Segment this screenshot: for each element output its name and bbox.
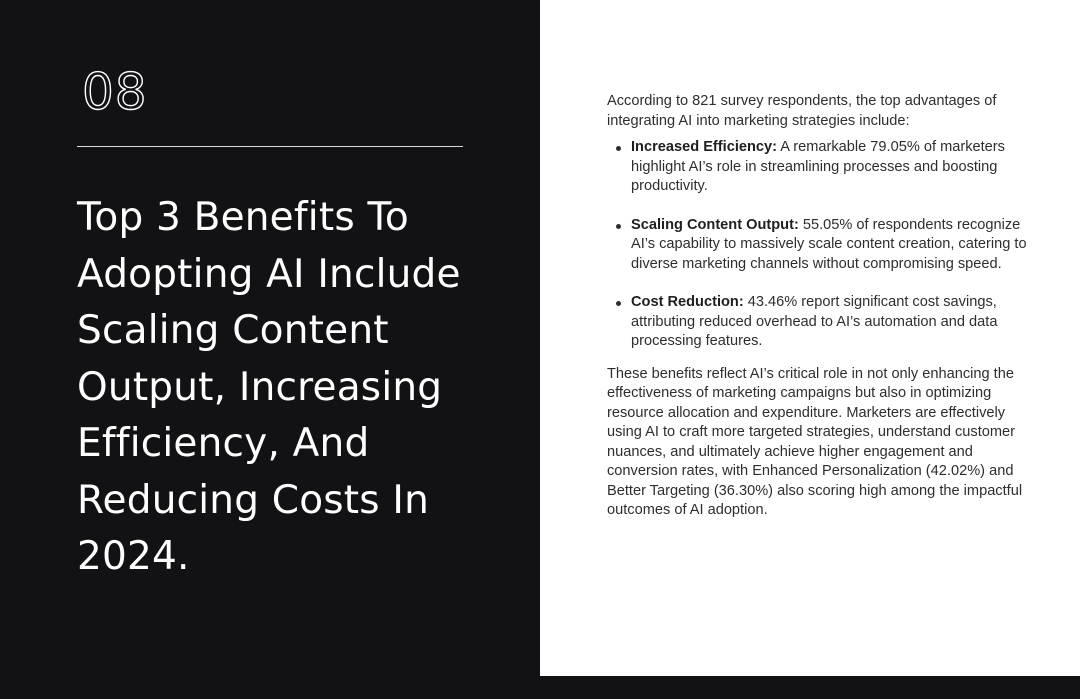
- bullet-text: A remarkable 79.05% of marketers highlight AI’s role in streamlining processes and boosting productivity.: [631, 139, 1005, 194]
- bullet-icon: [616, 224, 621, 229]
- headline: Top 3 Benefits To Adopting AI Include Scaling Content Output, Increasing Efficiency, And Reducing Costs In 2024.: [77, 195, 461, 579]
- section-number: 08: [82, 63, 148, 121]
- list-item: [607, 293, 1027, 352]
- bullet-text: 43.46% report significant cost savings, attributing reduced overhead to AI’s automation and data processing features.: [631, 294, 998, 349]
- divider-line: [77, 146, 463, 147]
- list-item: [607, 216, 1027, 275]
- bullet-title: Scaling Content Output:: [631, 216, 799, 233]
- body-content: [607, 92, 1027, 521]
- list-item: [607, 138, 1027, 197]
- bullet-title: Increased Efficiency:: [631, 139, 778, 155]
- right-panel: [540, 0, 1080, 676]
- closing-paragraph: These benefits reflect AI’s critical role in not only enhancing the effectiveness of marketing campaigns but also in optimizing resource allocation and expenditure. Marketers are effectively using AI to craft more targeted strategies, understand customer nuances, and ultimately achieve higher engagement and conversion rates, with Enhanced Personalization (42.02%) and Better Targeting (36.30%) also scoring high among the impactful outcomes of AI adoption.: [607, 365, 1023, 518]
- intro-paragraph: According to 821 survey respondents, the top advantages of integrating AI into marketing strategies include:: [607, 93, 997, 129]
- bullet-icon: [616, 301, 621, 306]
- benefits-list: [607, 138, 1027, 352]
- bullet-title: Cost Reduction:: [631, 294, 744, 310]
- bullet-text: 55.05% of respondents recognize AI’s capability to massively scale content creation, catering to diverse marketing channels without compromising speed.: [631, 216, 1027, 272]
- bullet-icon: [616, 146, 621, 151]
